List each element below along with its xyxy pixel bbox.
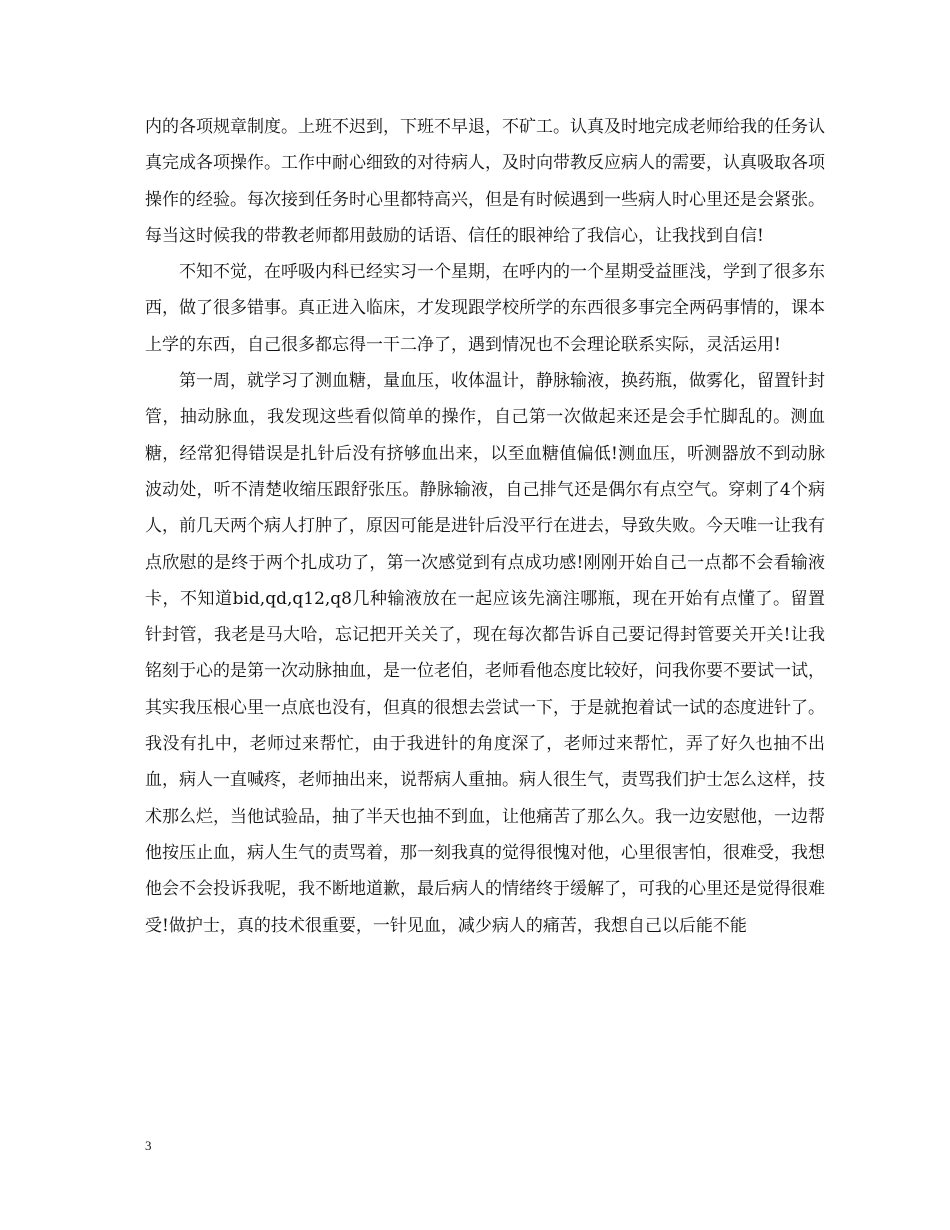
paragraph-2: 不知不觉，在呼吸内科已经实习一个星期，在呼内的一个星期受益匪浅，学到了很多东西，做了很多错事。真正进入临床，才发现跟学校所学的东西很多事完全两码事情的，课本上学的东西，自己很多都忘得一干二净了，遇到情况也不会理论联系实际，灵活运用! (145, 262, 825, 355)
page-number: 3 (145, 1138, 152, 1153)
body-text (145, 109, 825, 944)
paragraph-1: 内的各项规章制度。上班不迟到，下班不早退，不矿工。认真及时地完成老师给我的任务认真完成各项操作。工作中耐心细致的对待病人，及时向带教反应病人的需要，认真吸取各项操作的经验。每次接到任务时心里都特高兴，但是有时候遇到一些病人时心里还是会紧张。每当这时候我的带教老师都用鼓励的话语、信任的眼神给了我信心，让我找到自信! (145, 117, 825, 246)
paragraph-3: 第一周，就学习了测血糖，量血压，收体温计，静脉输液，换药瓶，做雾化，留置针封管，抽动脉血，我发现这些看似简单的操作，自己第一次做起来还是会手忙脚乱的。测血糖，经常犯得错误是扎针后没有挤够血出来，以至血糖值偏低!测血压，听测器放不到动脉波动处，听不清楚收缩压跟舒张压。静脉输液，自己排气还是偶尔有点空气。穿刺了4个病人，前几天两个病人打肿了，原因可能是进针后没平行在进去，导致失败。今天唯一让我有点欣慰的是终于两个扎成功了，第一次感觉到有点成功感!刚刚开始自己一点都不会看输液卡，不知道bid,qd,q12,q8几种输液放在一起应该先滴注哪瓶，现在开始有点懂了。留置针封管，我老是马大哈，忘记把开关关了，现在每次都告诉自己要记得封管要关开关!让我铭刻于心的是第一次动脉抽血，是一位老伯，老师看他态度比较好，问我你要不要试一试，其实我压根心里一点底也没有，但真的很想去尝试一下，于是就抱着试一试的态度进针了。我没有扎中，老师过来帮忙，由于我进针的角度深了，老师过来帮忙，弄了好久也抽不出血，病人一直喊疼，老师抽出来，说帮病人重抽。病人很生气，责骂我们护士怎么这样，技术那么烂，当他试验品，抽了半天也抽不到血，让他痛苦了那么久。我一边安慰他，一边帮他按压止血，病人生气的责骂着，那一刻我真的觉得很愧对他，心里很害怕，很难受，我想他会不会投诉我呢，我不断地道歉，最后病人的情绪终于缓解了，可我的心里还是觉得很难受!做护士，真的技术很重要，一针见血，减少病人的痛苦，我想自己以后能不能 (145, 371, 825, 936)
